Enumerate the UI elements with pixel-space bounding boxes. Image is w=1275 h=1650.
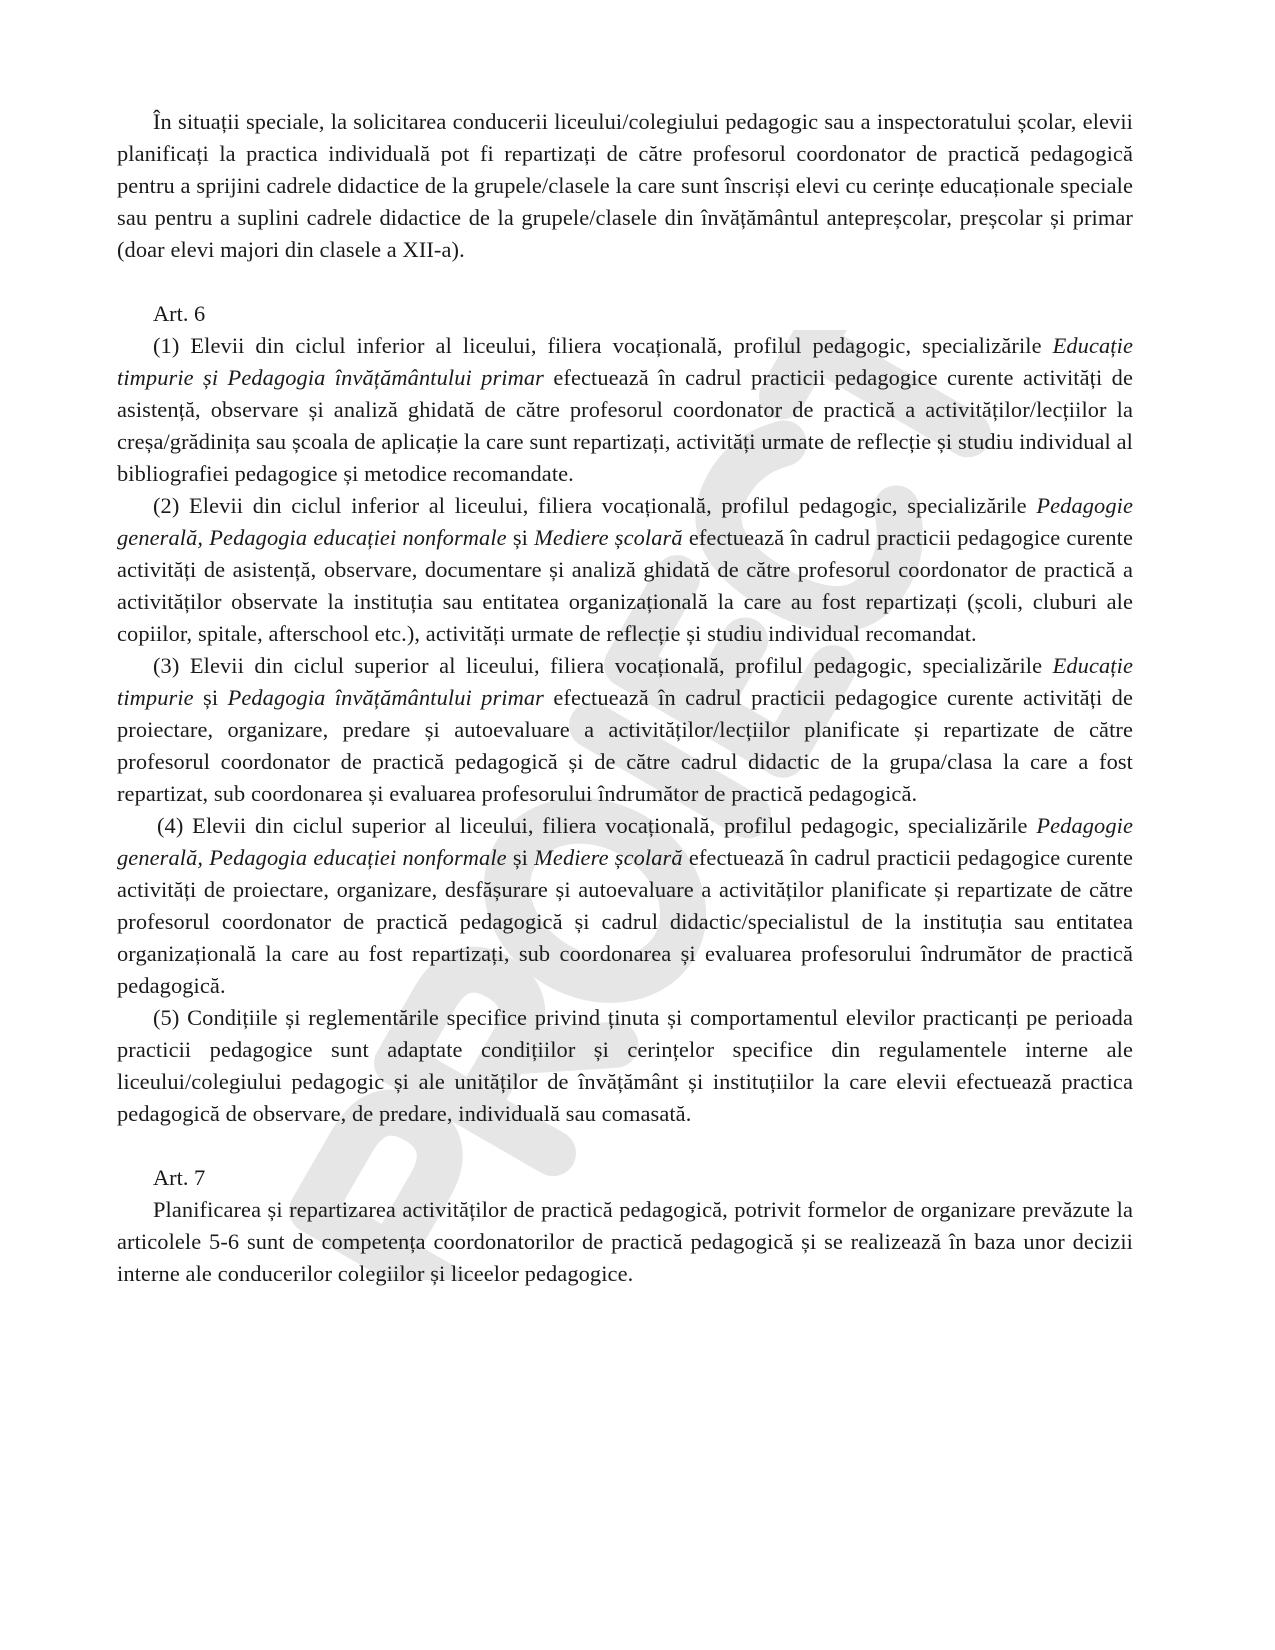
article-6-paragraph-4 <box>117 810 1133 1002</box>
p3-italic-educatie: Educație timpurie <box>117 653 1133 710</box>
p4-text-c: efectuează în cadrul practicii pedagogice curente activități de proiectare, organizare, desfășurare și autoevaluare a activităților planificate și repartizate de către profesorul coordonator de practică pedagogică și cadrul didactic/specialistul de la instituția sau entitatea organizațională la care au fost repartizați, sub coordonarea și evaluarea profesorului îndrumător de practică pedagogică. <box>117 845 1133 998</box>
p2-text-c: efectuează în cadrul practicii pedagogice curente activități de asistență, observare, documentare și analiză ghidată de către profesorul coordonator de practică a activităților observate la instituția sau entitatea organizațională la care au fost repartizați (școli, cluburi ale copiilor, spitale, afterschool etc.), activități urmate de reflecție și studiu individual recomandat. <box>117 525 1133 646</box>
p1-italic-specializations: Educație timpurie și Pedagogia învățământului primar <box>117 333 1133 390</box>
p3-text-b: și <box>193 685 228 710</box>
p2-text-a: (2) Elevii din ciclul inferior al liceului, filiera vocațională, profilul pedagogic, specializările <box>153 493 1037 518</box>
p3-text-c: efectuează în cadrul practicii pedagogice curente activități de proiectare, organizare, predare și autoevaluare a activităților/lecțiilor planificate și repartizate de către profesorul coordonator de practică pedagogică și de către cadrul didactic de la grupa/clasa la care a fost repartizat, sub coordonarea și evaluarea profesorului îndrumător de practică pedagogică. <box>117 685 1133 806</box>
p2-italic-mediere: Mediere școlară <box>534 525 683 550</box>
spacer <box>117 266 1133 298</box>
p1-text-a: (1) Elevii din ciclul inferior al liceului, filiera vocațională, profilul pedagogic, specializările <box>153 333 1053 358</box>
p3-text-a: (3) Elevii din ciclul superior al liceului, filiera vocațională, profilul pedagogic, specializările <box>153 653 1053 678</box>
p4-italic-specializations: Pedagogie generală, Pedagogia educației nonformale <box>117 813 1133 870</box>
article-6-paragraph-1 <box>117 330 1133 490</box>
article-6-heading: Art. 6 <box>153 301 206 326</box>
intro-paragraph: În situații speciale, la solicitarea conducerii liceului/colegiului pedagogic sau a inspectoratului școlar, elevii planificați la practica individuală pot fi repartizați de către profesorul coordonator de practică pedagogică pentru a sprijini cadrele didactice de la grupele/clasele la care sunt înscriși elevi cu cerințe educaționale speciale sau pentru a suplini cadrele didactice de la grupele/clasele din învățământul antepreșcolar, preșcolar și primar (doar elevi majori din clasele a XII-a). <box>117 109 1133 262</box>
document-page <box>117 106 1133 1290</box>
article-6-paragraph-3 <box>117 650 1133 810</box>
article-6-paragraph-5: (5) Condițiile și reglementările specifice privind ținuta și comportamentul elevilor practicanți pe perioada practicii pedagogice sunt adaptate condițiilor și cerințelor specifice din regulamentele interne ale liceului/colegiului pedagogic și ale unităților de învățământ și instituțiilor la care elevii efectuează practica pedagogică de observare, de predare, individuală sau comasată. <box>117 1005 1133 1126</box>
article-6-paragraph-2 <box>117 490 1133 650</box>
p2-text-b: și <box>506 525 535 550</box>
p2-italic-specializations: Pedagogie generală, Pedagogia educației nonformale <box>117 493 1133 550</box>
p4-text-a: (4) Elevii din ciclul superior al liceului, filiera vocațională, profilul pedagogic, specializările <box>157 813 1037 838</box>
p4-italic-mediere: Mediere școlară <box>534 845 683 870</box>
p4-text-b: și <box>506 845 535 870</box>
spacer <box>117 1130 1133 1162</box>
p1-text-b: efectuează în cadrul practicii pedagogice curente activități de asistență, observare și analiză ghidată de către profesorul coordonator de practică a activităților/lecțiilor la creșa/grădinița sau școala de aplicație la care sunt repartizați, activități urmate de reflecție și studiu individual al bibliografiei pedagogice și metodice recomandate. <box>117 365 1133 486</box>
p3-italic-pedagogia: Pedagogia învățământului primar <box>227 685 544 710</box>
article-7-paragraph: Planificarea și repartizarea activităților de practică pedagogică, potrivit formelor de organizare prevăzute la articolele 5-6 sunt de competența coordonatorilor de practică pedagogică și se realizează în baza unor decizii interne ale conducerilor colegiilor și liceelor pedagogice. <box>117 1197 1133 1286</box>
article-7-heading: Art. 7 <box>153 1165 206 1190</box>
